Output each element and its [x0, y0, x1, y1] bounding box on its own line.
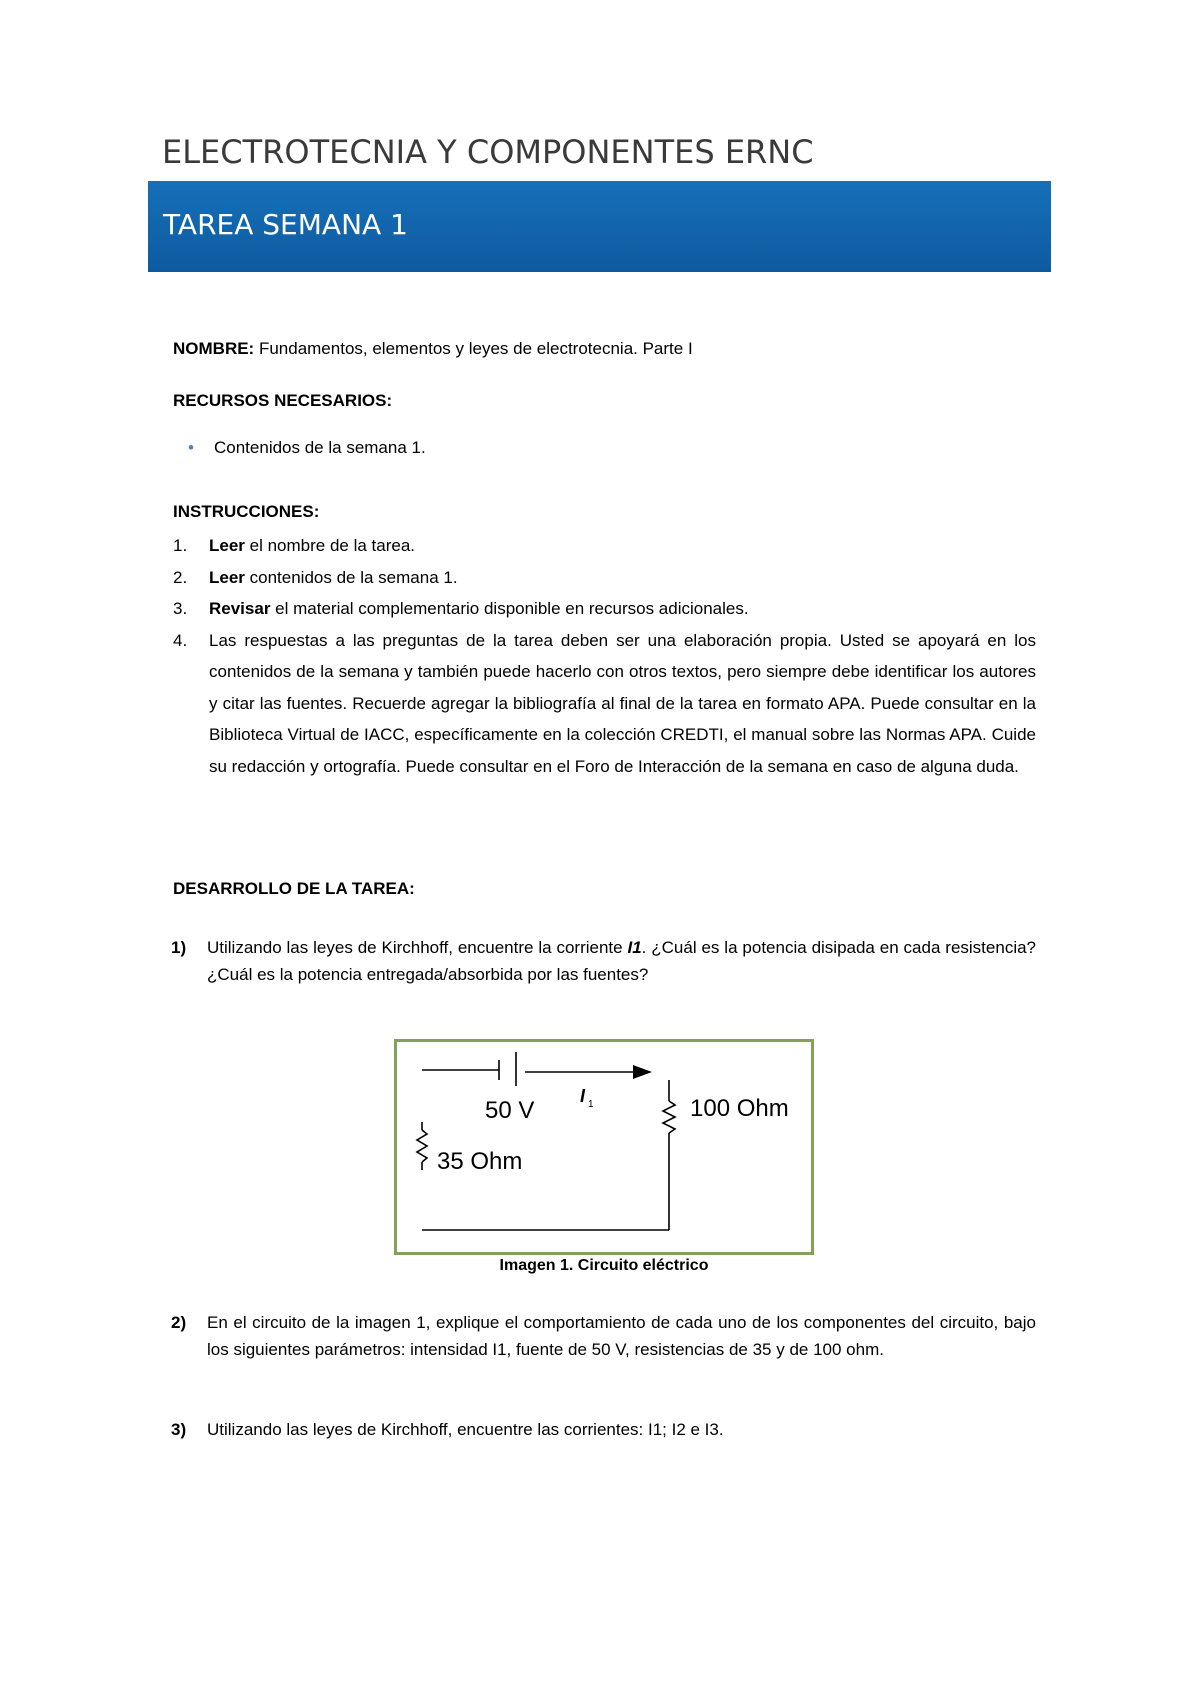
instruccion-text: el nombre de la tarea.	[244, 536, 416, 555]
recursos-item-text: Contenidos de la semana 1.	[214, 438, 426, 457]
question-number: 3)	[171, 1420, 187, 1439]
instruccion-item	[173, 625, 1036, 783]
instrucciones-label: INSTRUCCIONES:	[173, 502, 320, 521]
current-subscript: 1	[588, 1099, 594, 1110]
question-1	[171, 934, 1036, 988]
question-text: . ¿Cuál es la potencia disipada en cada resistencia? ¿Cuál es la potencia entregada/absorbida por las fuentes?	[207, 938, 1036, 984]
nombre-value: Fundamentos, elementos y leyes de electrotecnia. Parte I	[254, 339, 693, 358]
desarrollo-label: DESARROLLO DE LA TAREA:	[173, 879, 415, 898]
assignment-banner	[148, 181, 1051, 272]
current-arrow-icon	[633, 1065, 652, 1079]
question-text: Utilizando las leyes de Kirchhoff, encuentre las corrientes: I1; I2 e I3.	[207, 1420, 724, 1439]
instruccion-item	[173, 530, 1036, 562]
instruccion-number: 2.	[173, 567, 188, 587]
instruccion-text: el material complementario disponible en recursos adicionales.	[270, 599, 749, 618]
instruccion-number: 3.	[173, 599, 188, 618]
course-title: ELECTROTECNIA Y COMPONENTES ERNC	[162, 133, 814, 171]
instruccion-number: 4.	[173, 630, 188, 650]
question-text: Utilizando las leyes de Kirchhoff, encuentre la corriente	[207, 938, 628, 957]
question-3	[171, 1416, 1036, 1443]
circuit-figure	[394, 1039, 814, 1255]
instruccion-text: contenidos de la semana 1.	[244, 567, 458, 587]
r2-label: 100 Ohm	[690, 1095, 789, 1122]
resistor-35-icon	[417, 1130, 427, 1162]
question-text: En el circuito de la imagen 1, explique el comportamiento de cada uno de los componentes del circuito, bajo los siguientes parámetros: intensidad I1, fuente de 50 V, resistencias de 35 y de 100 ohm.	[207, 1313, 1036, 1359]
nombre-label: NOMBRE:	[173, 339, 255, 358]
nombre-line	[173, 333, 693, 364]
instruccion-bold: Leer	[209, 536, 245, 555]
bullet-icon: •	[188, 438, 194, 457]
instruccion-text: Las respuestas a las preguntas de la tarea deben ser una elaboración propia. Usted se apoyará en los contenidos de la semana y también puede hacerlo con otros textos, pero siempre debe identificar los autores y citar las fuentes. Recuerde agregar la bibliografía al final de la tarea en formato APA. Puede consultar en la Biblioteca Virtual de IACC, específicamente en la colección CREDTI, el manual sobre las Normas APA. Cuide su redacción y ortografía. Puede consultar en el Foro de Interacción de la semana en caso de alguna duda.	[209, 630, 1036, 776]
source-label: 50 V	[485, 1097, 535, 1124]
resistor-100-icon	[663, 1101, 675, 1133]
instruccion-bold: Revisar	[209, 599, 271, 618]
instrucciones-list	[173, 530, 1036, 782]
instruccion-item	[173, 562, 1036, 594]
recursos-label: RECURSOS NECESARIOS:	[173, 391, 393, 410]
r1-label: 35 Ohm	[437, 1148, 523, 1175]
figure-caption: Imagen 1. Circuito eléctrico	[499, 1257, 709, 1274]
question-number: 1)	[171, 938, 187, 957]
recursos-item	[188, 438, 426, 458]
instruccion-item	[173, 593, 1036, 625]
banner-title: TAREA SEMANA 1	[163, 208, 408, 241]
instruccion-bold: Leer	[209, 567, 245, 587]
question-2	[171, 1309, 1036, 1363]
current-label: I	[580, 1086, 586, 1106]
question-number: 2)	[171, 1313, 187, 1332]
instruccion-number: 1.	[173, 536, 188, 555]
circuit-diagram	[397, 1042, 811, 1252]
question-current-symbol: I1	[627, 938, 642, 957]
